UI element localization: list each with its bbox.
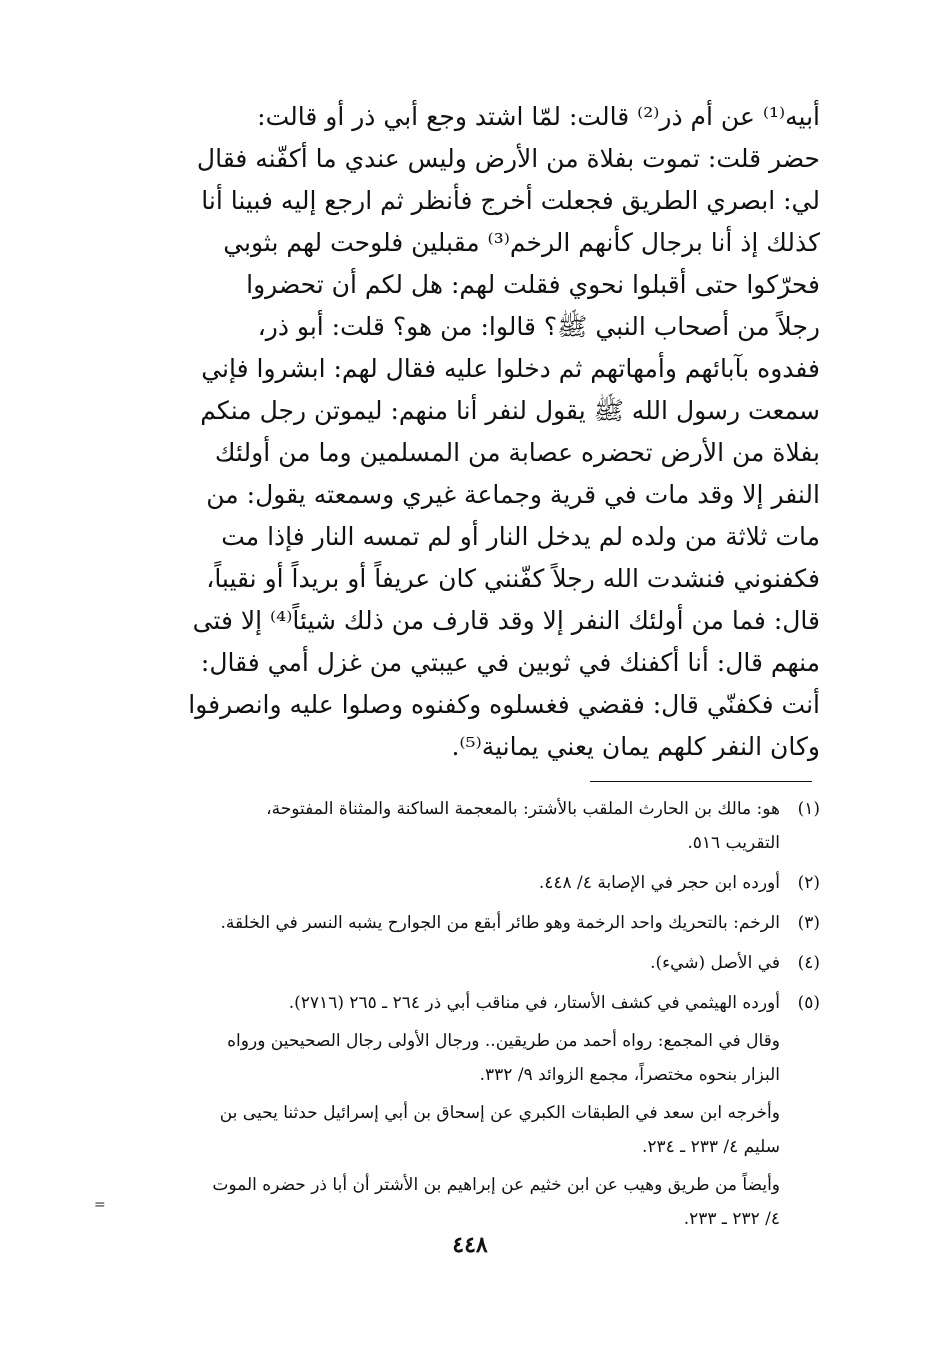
footnote-text: في الأصل (شيء). <box>650 953 780 973</box>
text-line: أنت فكفنّي قال: فقضي فغسلوه وكفنوه وصلوا عليه وانصرفوا <box>188 690 820 719</box>
text-line: منهم قال: أنا أكفنك في ثوبين في عيبتي من غزل أمي فقال: <box>200 648 820 677</box>
text-line: مات ثلاثة من ولده لم يدخل النار أو لم تمسه النار فإذا مت <box>221 522 820 551</box>
footnote-5 <box>100 986 820 1236</box>
text-line: بفلاة من الأرض تحضره عصابة من المسلمين وما من أولئك <box>214 438 820 467</box>
text-line: فحرّكوا حتى أقبلوا نحوي فقلت لهم: هل لكم أن تحضروا <box>246 270 820 299</box>
text-line: حضر قلت: تموت بفلاة من الأرض وليس عندي ما أكفّنه فقال <box>196 144 820 173</box>
text-line: لي: ابصري الطريق فجعلت أخرج فأنظر ثم ارجع إليه فبينا أنا <box>201 186 820 215</box>
footnote-text: الرخم: بالتحريك واحد الرخمة وهو طائر أبقع من الجوارح يشبه النسر في الخلقة. <box>220 913 780 933</box>
footnote-number: (١) <box>797 799 820 819</box>
footnote-text: أورده الهيثمي في كشف الأستار، في مناقب أبي ذر ٢٦٤ ـ ٢٦٥ (٢٧١٦). <box>288 993 780 1013</box>
footnotes <box>100 792 820 1242</box>
text-line: النفر إلا وقد مات في قرية وجماعة غيري وسمعته يقول: من <box>206 480 820 509</box>
footnote-number: (٤) <box>797 953 820 973</box>
footnote-paragraph <box>100 1096 780 1164</box>
continuation-mark: = <box>94 1197 106 1213</box>
page-number: ٤٤٨ <box>452 1232 488 1258</box>
footnote-number: (٢) <box>797 873 820 893</box>
text-line: قال: فما من أولئك النفر إلا وقد قارف من ذلك شيئاً⁽⁴⁾ إلا فتى <box>192 606 820 635</box>
footnote-2 <box>100 866 820 900</box>
text-line: فكفنوني فنشدت الله رجلاً كفّنني كان عريفاً أو بريداً أو نقيباً، <box>206 564 820 593</box>
footnote-number: (٣) <box>797 913 820 933</box>
text-line: كذلك إذ أنا برجال كأنهم الرخم⁽³⁾ مقبلين فلوحت لهم بثوبي <box>223 228 820 257</box>
text-line: وكان النفر كلهم يمان يعني يمانية⁽⁵⁾. <box>451 732 820 761</box>
footnote-text: التقريب ٥١٦. <box>687 833 780 853</box>
footnote-text: أورده ابن حجر في الإصابة ٤/ ٤٤٨. <box>538 873 780 893</box>
footnote-text: ٤/ ٢٣٢ ـ ٢٣٣. <box>683 1209 780 1229</box>
text-line: رجلاً من أصحاب النبي ﷺ؟ قالوا: من هو؟ قلت: أبو ذر، <box>257 312 820 341</box>
footnote-3 <box>100 906 820 940</box>
footnote-text: سليم ٤/ ٢٣٣ ـ ٢٣٤. <box>641 1137 780 1157</box>
footnote-text: وأخرجه ابن سعد في الطبقات الكبري عن إسحاق بن أبي إسرائيل حدثنا يحيى بن <box>219 1103 780 1123</box>
footnote-text: هو: مالك بن الحارث الملقب بالأشتر: بالمعجمة الساكنة والمثناة المفتوحة، <box>266 799 780 819</box>
footnote-number: (٥) <box>797 993 820 1013</box>
text-line: أبيه⁽¹⁾ عن أم ذر⁽²⁾ قالت: لمّا اشتد وجع أبي ذر أو قالت: <box>257 102 820 131</box>
footnote-paragraph <box>100 1168 780 1236</box>
footnote-1 <box>100 792 820 860</box>
footnote-4 <box>100 946 820 980</box>
text-line: سمعت رسول الله ﷺ يقول لنفر أنا منهم: ليموتن رجل منكم <box>200 396 820 425</box>
footnote-separator <box>590 781 812 782</box>
text-line: ففدوه بآبائهم وأمهاتهم ثم دخلوا عليه فقال لهم: ابشروا فإني <box>201 354 820 383</box>
footnote-text: وأيضاً من طريق وهيب عن ابن خثيم عن إبراهيم بن الأشتر أن أبا ذر حضره الموت <box>212 1175 780 1195</box>
footnote-paragraph <box>100 1024 780 1092</box>
footnote-text: وقال في المجمع: رواه أحمد من طريقين.. ورجال الأولى رجال الصحيحين ورواه <box>227 1031 780 1051</box>
main-text <box>100 96 820 768</box>
footnote-text: البزار بنحوه مختصراً، مجمع الزوائد ٩/ ٣٣٢. <box>479 1065 780 1085</box>
